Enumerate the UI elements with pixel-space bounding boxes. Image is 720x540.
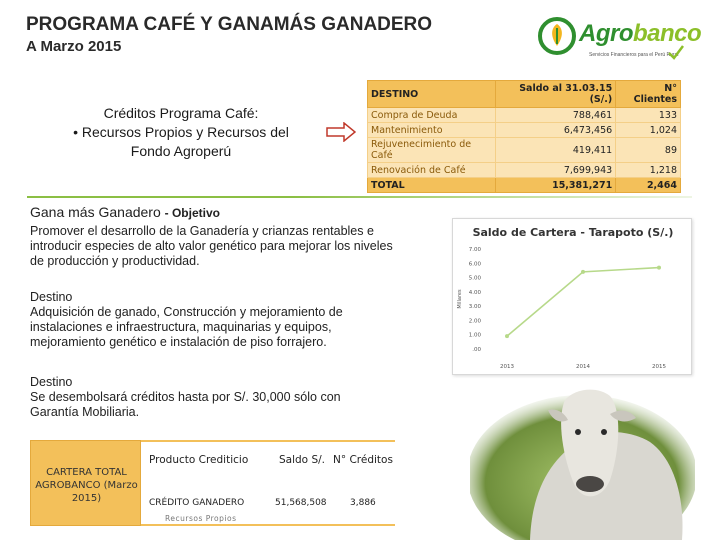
table-row <box>368 108 681 123</box>
cell-clientes: 1,024 <box>616 123 681 138</box>
destino-text: Se desembolsará créditos hasta por S/. 30,000 sólo con Garantía Mobiliaria. <box>30 390 341 419</box>
y-tick-label: 5.00 <box>468 275 481 282</box>
header-producto: Producto Crediticio <box>149 454 249 466</box>
cafe-line-1: Créditos Programa Café: <box>103 105 259 121</box>
cafe-line-2: • Recursos Propios y Recursos del <box>73 124 289 140</box>
page-title: PROGRAMA CAFÉ Y GANAMÁS GANADERO <box>26 14 433 35</box>
cell-creditos: 3,886 <box>350 498 376 508</box>
destino-label: Destino <box>30 290 73 304</box>
cell-destino: Mantenimiento <box>368 123 496 138</box>
y-tick-label: 2.00 <box>468 318 481 325</box>
destino-section-2 <box>30 375 390 420</box>
line-chart-svg <box>453 219 693 376</box>
cell-total-label: TOTAL <box>368 178 496 193</box>
y-tick-label: 1.00 <box>468 332 481 339</box>
agrobanco-emblem-icon <box>537 16 577 56</box>
cell-saldo: 6,473,456 <box>495 123 615 138</box>
table-row <box>368 138 681 163</box>
cell-clientes: 89 <box>616 138 681 163</box>
header-clientes: N° Clientes <box>616 81 681 108</box>
gana-heading-main: Gana más Ganadero <box>30 204 161 220</box>
header-saldo-soles: Saldo S/. <box>279 454 325 466</box>
y-tick-label: 6.00 <box>468 261 481 268</box>
destino-section-1 <box>30 290 390 350</box>
right-arrow-icon <box>326 122 356 142</box>
y-tick-label: 4.00 <box>468 289 481 296</box>
cell-saldo: 51,568,508 <box>275 498 327 508</box>
chart-ylabel: Millares <box>457 289 463 309</box>
gana-heading-objetivo: - Objetivo <box>164 206 220 220</box>
checkmark-icon <box>667 44 685 60</box>
cell-destino: Renovación de Café <box>368 163 496 178</box>
cell-saldo: 788,461 <box>495 108 615 123</box>
y-tick-label: 7.00 <box>468 247 481 253</box>
cartera-total-label-cell <box>30 440 141 526</box>
cartera-total-table <box>30 440 395 526</box>
gana-objective-text: Promover el desarrollo de la Ganadería y crianzas rentables e introducir especies de alto valor genético para mejorar los niveles de producción y productividad. <box>30 224 393 268</box>
cell-clientes: 1,218 <box>616 163 681 178</box>
data-point <box>505 334 509 338</box>
page-subtitle: A Marzo 2015 <box>26 38 122 55</box>
header-saldo: Saldo al 31.03.15 (S/.) <box>495 81 615 108</box>
logo-tagline: Servicios Financieros para el Perú Rural <box>589 52 679 58</box>
cell-destino: Compra de Deuda <box>368 108 496 123</box>
agrobanco-logo <box>533 12 702 64</box>
cell-total-saldo: 15,381,271 <box>495 178 615 193</box>
cell-note: Recursos Propios <box>165 514 237 523</box>
destinos-table <box>367 80 681 193</box>
x-tick-label: 2014 <box>576 364 590 370</box>
cell-clientes: 133 <box>616 108 681 123</box>
chart-title: Saldo de Cartera - Tarapoto (S/.) <box>472 226 674 239</box>
cell-producto: CRÉDITO GANADERO <box>149 498 245 508</box>
data-point <box>657 266 661 270</box>
table-row <box>368 123 681 138</box>
destinos-table-header <box>368 81 681 108</box>
header-num-creditos: N° Créditos <box>333 454 393 466</box>
cell-saldo: 419,411 <box>495 138 615 163</box>
cafe-program-description <box>26 104 336 161</box>
cell-total-clientes: 2,464 <box>616 178 681 193</box>
destino-label: Destino <box>30 375 73 389</box>
destino-text: Adquisición de ganado, Construcción y mejoramiento de instalaciones e infraestructura, maquinarias y equipos, mejoramiento genético e instalación de piso forrajero. <box>30 305 343 349</box>
x-tick-label: 2015 <box>652 364 666 370</box>
saldo-cartera-chart <box>452 218 692 375</box>
section-divider <box>27 196 692 198</box>
cartera-total-label: CARTERA TOTAL AGROBANCO (Marzo 2015) <box>35 467 138 504</box>
cafe-line-3: Fondo Agroperú <box>130 143 232 159</box>
cow-photo <box>470 380 695 540</box>
table-row <box>368 163 681 178</box>
series-line <box>507 268 659 337</box>
table-total-row <box>368 178 681 193</box>
data-point <box>581 270 585 274</box>
gana-heading <box>30 204 220 220</box>
header-destino: DESTINO <box>368 81 496 108</box>
cartera-total-values <box>141 440 395 526</box>
y-tick-label: 3.00 <box>468 304 481 311</box>
logo-word-banco: banco <box>633 20 702 47</box>
x-tick-label: 2013 <box>500 364 514 370</box>
y-tick-label: .00 <box>472 347 481 353</box>
logo-word-agro: Agro <box>579 20 633 47</box>
cell-saldo: 7,699,943 <box>495 163 615 178</box>
cell-destino: Rejuvenecimiento de Café <box>368 138 496 163</box>
